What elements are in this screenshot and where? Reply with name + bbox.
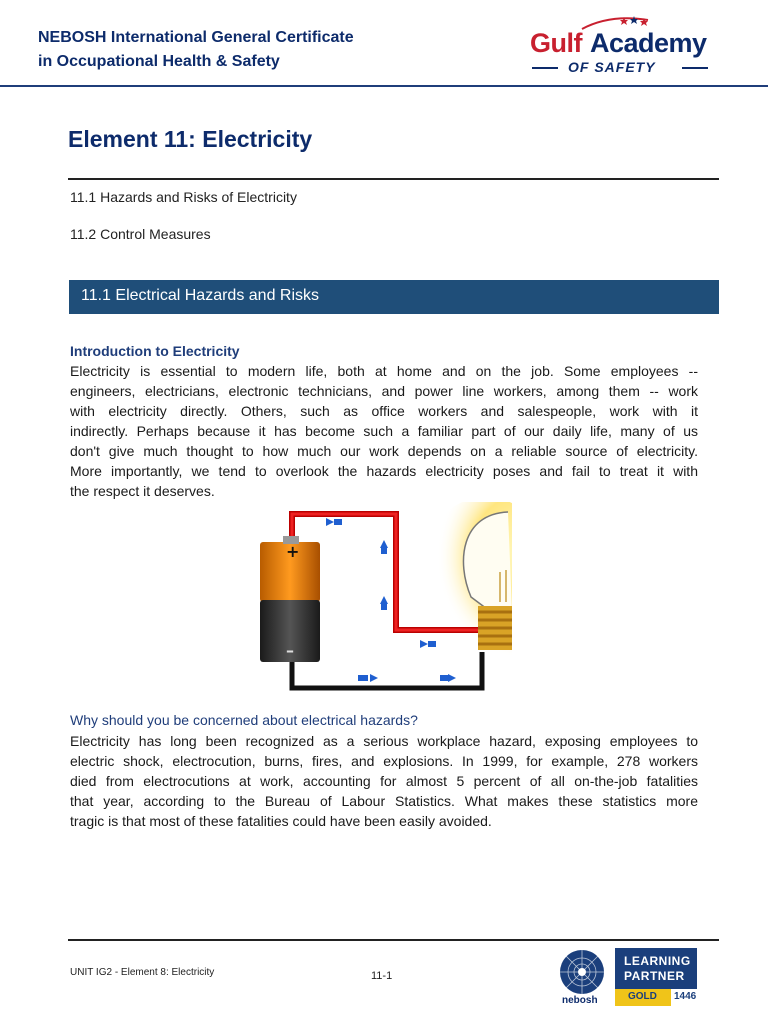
logo-brand-gulf: Gulf <box>530 28 582 58</box>
badge-number: 1446 <box>674 991 697 1002</box>
battery-bulb-circuit-illustration <box>256 502 512 694</box>
concern-line: tragic is that most of these fatalities could have been easily avoided. <box>70 813 492 829</box>
intro-line: Electricity is essential to modern life, both at home and on the job. Some employees -- <box>70 363 698 379</box>
header-divider <box>0 85 768 87</box>
logo-brand-academy: Academy <box>590 28 707 58</box>
toc-item-11-1: 11.1 Hazards and Risks of Electricity <box>70 189 297 205</box>
document-header-title <box>38 26 458 74</box>
badge-number-box <box>671 989 697 1006</box>
element-title: Element 11: Electricity <box>68 126 313 152</box>
concern-line: electric shock, electrocution, burns, fires, and explosions. In 1999, for example, 278 workers <box>70 753 698 769</box>
light-bulb-base <box>478 606 512 650</box>
learning-partner-badge <box>615 948 697 1006</box>
toc-item-11-2: 11.2 Control Measures <box>70 226 211 242</box>
gulf-academy-logo <box>528 20 713 78</box>
intro-paragraph <box>70 361 698 501</box>
intro-line: indirectly. Perhaps because it has become such a familiar part of our daily life, many of us <box>70 423 698 439</box>
nebosh-label: nebosh <box>562 995 598 1006</box>
logo-rule-left <box>532 67 558 69</box>
concern-paragraph <box>70 731 698 831</box>
header-line-1: NEBOSH International General Certificate <box>38 29 354 46</box>
concern-line: Electricity has long been recognized as a serious workplace hazard, exposing employees to <box>70 733 698 749</box>
intro-line: More importantly, we tend to overlook the hazards electricity poses and fail to treat it with <box>70 463 698 479</box>
concern-heading: Why should you be concerned about electrical hazards? <box>70 712 418 728</box>
badge-line-1: LEARNING <box>624 954 691 968</box>
svg-text:–: – <box>286 641 294 660</box>
header-line-2: in Occupational Health & Safety <box>38 53 280 70</box>
intro-line: the respect it deserves. <box>70 483 215 499</box>
logo-rule-right <box>682 67 708 69</box>
intro-line: don't give much thought to how much our work depends on a reliable source of electricity. <box>70 443 698 459</box>
intro-line: engineers, electricians, electronic technicians, and power line workers, among them -- work <box>70 383 698 399</box>
footer-divider <box>68 939 719 941</box>
badge-level: GOLD <box>628 991 657 1002</box>
badge-line-2: PARTNER <box>624 969 685 983</box>
section-banner-title: 11.1 Electrical Hazards and Risks <box>81 287 320 304</box>
badge-gold-band <box>615 989 671 1006</box>
svg-text:+: + <box>286 542 300 561</box>
footer-unit-label: UNIT IG2 - Element 8: Electricity <box>70 967 215 978</box>
logo-tagline: OF SAFETY <box>568 59 656 75</box>
concern-line: died from electrocutions at work, accounting for almost 5 percent of all on-the-job fatalities <box>70 773 698 789</box>
concern-line: that year, according to the Bureau of Labour Statistics. What makes these statistics more <box>70 793 698 809</box>
title-divider <box>68 178 719 180</box>
logo-tagline-row <box>532 59 710 75</box>
intro-line: with electricity directly. Others, such as office workers and salespeople, work with it <box>70 403 698 419</box>
page-number: 11-1 <box>371 970 393 982</box>
section-banner <box>69 280 719 314</box>
intro-heading: Introduction to Electricity <box>70 343 240 359</box>
